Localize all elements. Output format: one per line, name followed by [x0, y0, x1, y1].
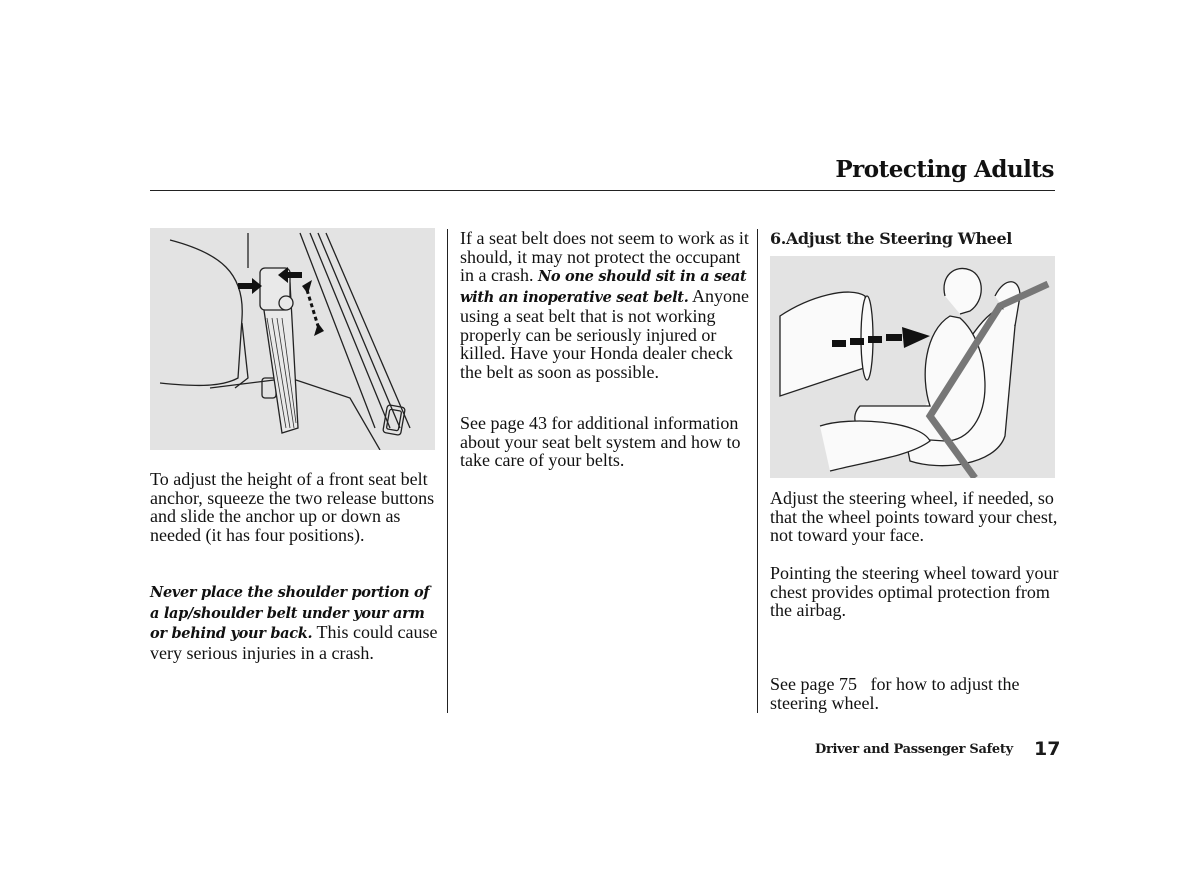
anchor-adjust-text: To adjust the height of a front seat belt anchor, squeeze the two release buttons and slide the anchor up or down as needed (it has four positions).: [150, 469, 435, 545]
column-rule-left: [447, 229, 448, 713]
steering-wheel-heading: 6.Adjust the Steering Wheel: [770, 229, 1012, 248]
airbag-protection-text: Pointing the steering wheel toward your chest provides optimal protection from the airbag.: [770, 563, 1059, 620]
shoulder-belt-warning: [150, 582, 442, 662]
footer-section-title: Driver and Passenger Safety: [815, 742, 1013, 757]
inoperative-belt-paragraph: [460, 229, 750, 381]
steering-wheel-adjust-illustration: [770, 256, 1055, 478]
steering-wheel-figure: [770, 256, 1055, 478]
page-title: Protecting Adults: [835, 156, 1054, 183]
steering-reference-text: See page 75 for how to adjust the steering wheel.: [770, 674, 1024, 713]
seat-belt-reference-paragraph: [460, 414, 750, 470]
inoperative-belt-warning: No one should sit in a seat with an inoperative seat belt.: [460, 268, 747, 306]
inoperative-belt-text-start: If a seat belt does not seem to work as it should, it may not protect the occupant in a crash.: [460, 228, 749, 285]
seat-belt-anchor-illustration: [150, 228, 435, 450]
warning-bold-text: Never place the shoulder portion of a lap/shoulder belt under your arm or behind your back.: [150, 584, 430, 642]
anchor-adjust-paragraph: [150, 470, 440, 544]
steering-reference-paragraph: [770, 638, 1060, 731]
seat-belt-reference-text: See page 43 for additional information about your seat belt system and how to take care of your belts.: [460, 413, 741, 470]
inoperative-belt-text-end: Anyone using a seat belt that is not working properly can be seriously injured or killed. Have your Honda dealer check the belt as soon as possible.: [460, 285, 749, 382]
airbag-protection-paragraph: [770, 564, 1060, 620]
seat-belt-anchor-figure: [150, 228, 435, 450]
column-rule-right: [757, 229, 758, 713]
warning-rest-text: This could cause very serious injuries in a crash.: [150, 622, 438, 663]
page-number: 17: [1034, 738, 1061, 760]
steering-adjust-text: Adjust the steering wheel, if needed, so that the wheel points toward your chest, not toward your face.: [770, 488, 1058, 545]
title-rule: [150, 190, 1055, 191]
steering-adjust-paragraph: [770, 489, 1060, 545]
